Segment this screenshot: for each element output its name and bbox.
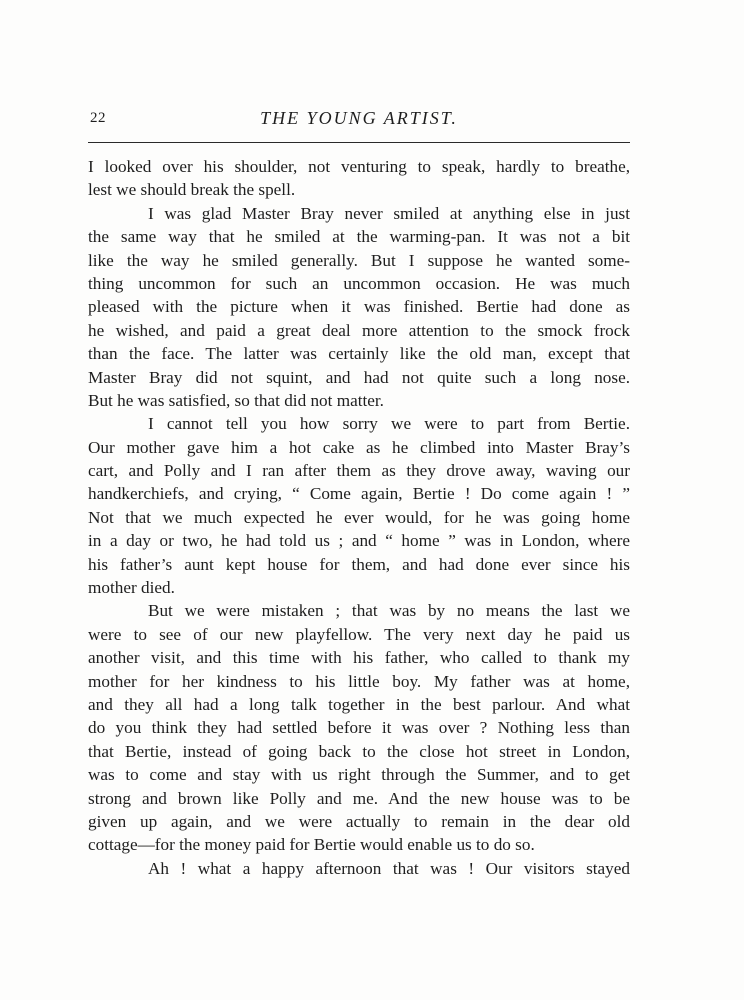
text-line: and they all had a long talk together in the best parlour. And what	[88, 694, 630, 714]
running-title: THE YOUNG ARTIST.	[260, 108, 458, 128]
text-line: Our mother gave him a hot cake as he climbed into Master Bray’s	[88, 437, 630, 457]
text-line: cart, and Polly and I ran after them as they drove away, waving our	[88, 461, 630, 481]
text-line: But he was satisfied, so that did not matter.	[88, 390, 384, 410]
text-line: thing uncommon for such an uncommon occasion. He was much	[88, 273, 630, 293]
text-line: than the face. The latter was certainly like the old man, except that	[88, 344, 630, 364]
page-number: 22	[90, 110, 106, 126]
text-line: he wished, and paid a great deal more attention to the smock frock	[88, 320, 630, 340]
text-line: strong and brown like Polly and me. And the new house was to be	[88, 788, 630, 808]
text-line: do you think they had settled before it was over ? Nothing less than	[88, 718, 630, 738]
text-line: Master Bray did not squint, and had not quite such a long nose.	[88, 367, 630, 387]
text-line: I was glad Master Bray never smiled at anything else in just	[148, 203, 630, 223]
text-line: were to see of our new playfellow. The very next day he paid us	[88, 624, 630, 644]
text-line: pleased with the picture when it was finished. Bertie had done as	[88, 297, 630, 317]
text-line: But we were mistaken ; that was by no means the last we	[148, 601, 630, 621]
text-line: mother died.	[88, 578, 175, 598]
text-line: Not that we much expected he ever would, for he was going home	[88, 507, 630, 527]
text-line: I cannot tell you how sorry we were to part from Bertie.	[148, 414, 630, 434]
text-line: handkerchiefs, and crying, “ Come again, Bertie ! Do come again ! ”	[88, 484, 630, 504]
text-line: Ah ! what a happy afternoon that was ! Our visitors stayed	[148, 858, 630, 878]
body-text	[88, 155, 630, 880]
text-line: the same way that he smiled at the warming-pan. It was not a bit	[88, 227, 630, 247]
text-line: given up again, and we were actually to remain in the dear old	[88, 811, 630, 831]
text-line: was to come and stay with us right through the Summer, and to get	[88, 765, 630, 785]
page-header	[88, 108, 630, 132]
text-line: like the way he smiled generally. But I suppose he wanted some-	[88, 250, 630, 270]
text-line: I looked over his shoulder, not venturing to speak, hardly to breathe,	[88, 157, 630, 176]
text-line: mother for her kindness to his little boy. My father was at home,	[88, 671, 630, 691]
text-line: another visit, and this time with his father, who called to thank my	[88, 648, 630, 668]
text-line: that Bertie, instead of going back to the close hot street in London,	[88, 741, 630, 761]
text-line: cottage—for the money paid for Bertie would enable us to do so.	[88, 835, 535, 855]
text-line: his father’s aunt kept house for them, and had done ever since his	[88, 554, 630, 574]
text-line: lest we should break the spell.	[88, 180, 296, 200]
header-rule	[88, 142, 630, 143]
text-line: in a day or two, he had told us ; and “ home ” was in London, where	[88, 531, 630, 551]
